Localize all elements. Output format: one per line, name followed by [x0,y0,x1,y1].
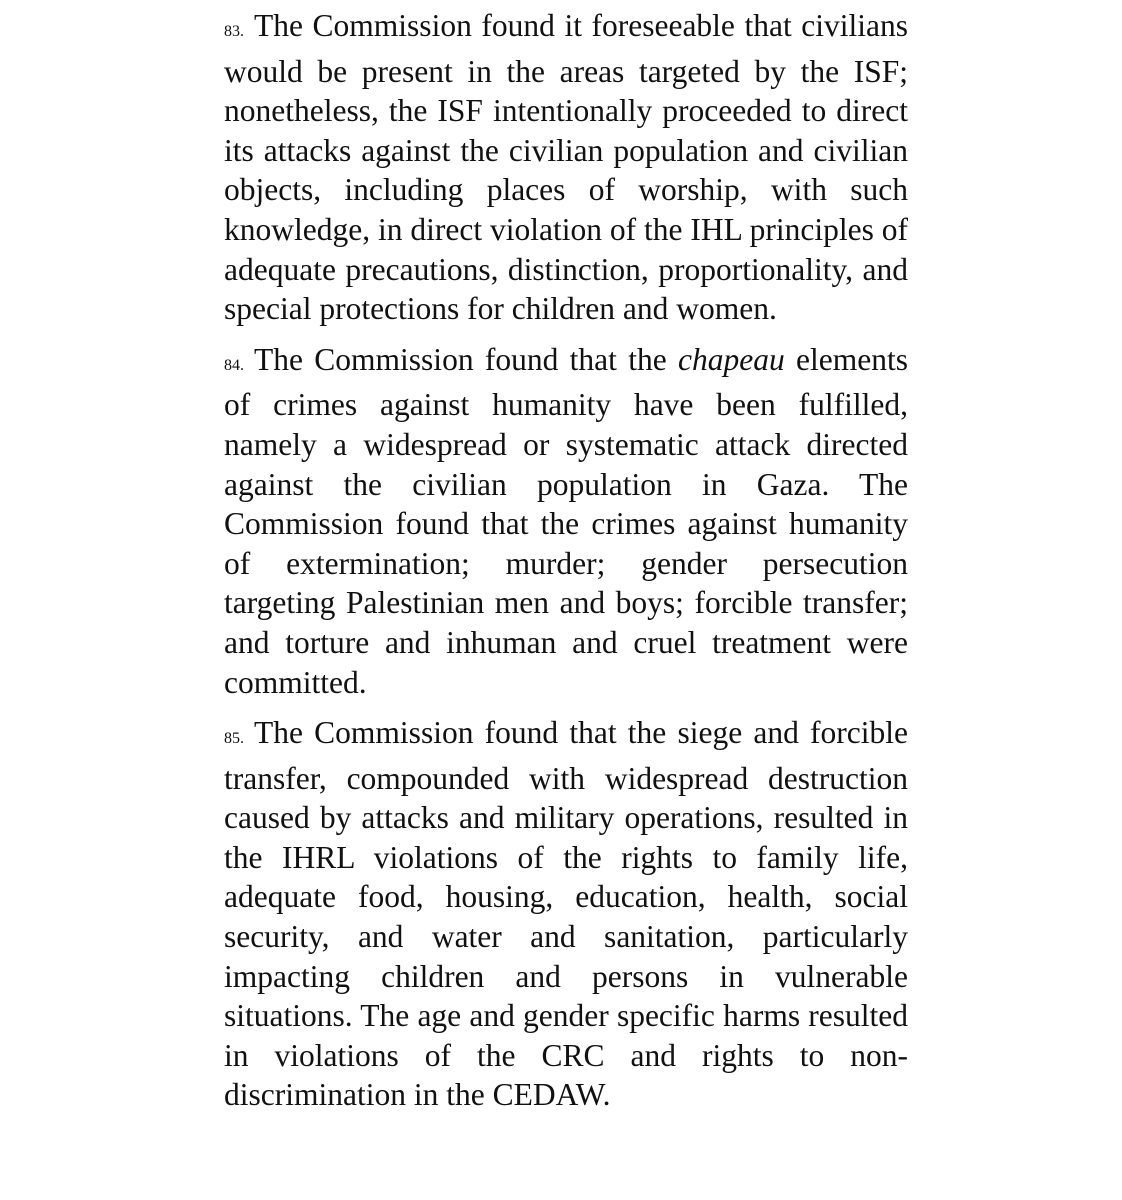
italic-term: chapeau [678,341,785,377]
paragraph-85 [224,713,908,1115]
paragraph-number: 85. [224,730,244,748]
paragraph-number: 83. [224,23,244,40]
paragraph-text: The Commission found it foreseeable that civilians would be present in the areas targeted by the ISF; nonetheless, the ISF intentionally proceeded to direct its attacks against the civilian population and civilian objects, including places of worship, with such knowledge, in direct violation of the IHL principles of adequate precautions, distinction, proportionality, and special protections for children and women. [224,8,908,327]
paragraph-text: The Commission found that the siege and forcible transfer, compounded with widespread destruction caused by attacks and military operations, resulted in the IHRL violations of the rights to family life, adequate food, housing, education, health, social security, and water and sanitation, particularly impacting children and persons in vulnerable situations. The age and gender specific harms resulted in violations of the CRC and rights to non-discrimination in the CEDAW. [224,715,908,1113]
paragraph-84 [224,340,908,702]
document-page [224,6,908,1126]
paragraph-text-start: The Commission found that the [254,341,679,377]
paragraph-number: 84. [224,356,244,374]
paragraph-83 [224,6,908,329]
paragraph-text-end: elements of crimes against humanity have been fulfilled, namely a widespread or systematic attack directed against the civilian population in Gaza. The Commission found that the crimes against humanity of extermination; murder; gender persecution targeting Palestinian men and boys; forcible transfer; and torture and inhuman and cruel treatment were committed. [224,341,908,700]
